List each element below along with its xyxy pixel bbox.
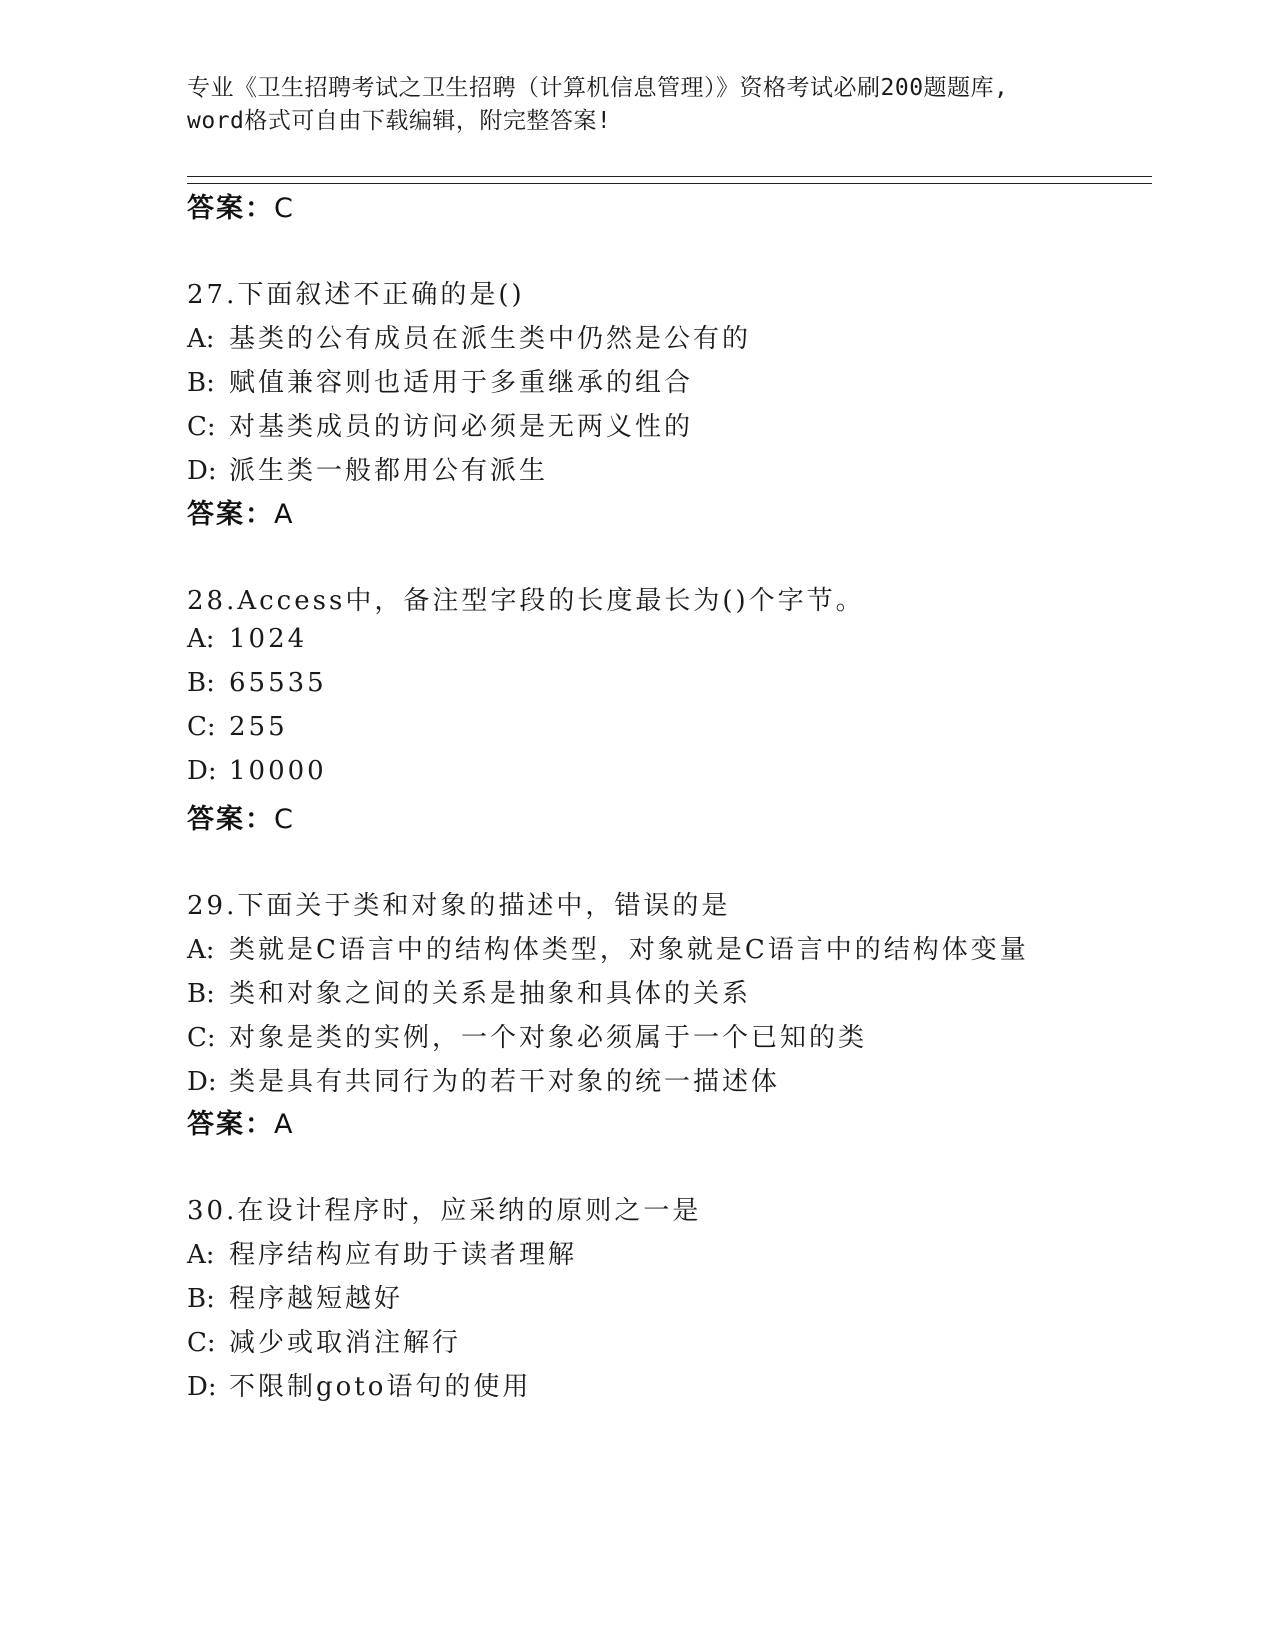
option-text: 赋值兼容则也适用于多重继承的组合 (229, 368, 694, 398)
option-text: 1024 (229, 624, 308, 654)
option-text: 不限制goto语句的使用 (229, 1372, 532, 1402)
option-letter: C: (187, 712, 216, 742)
answer-line (187, 797, 295, 836)
option-text: 类和对象之间的关系是抽象和具体的关系 (229, 979, 752, 1009)
option-line (187, 1061, 780, 1098)
option-line (187, 929, 1029, 966)
option-letter: C: (187, 412, 216, 442)
question-stem: 28.Access中，备注型字段的长度最长为()个字节。 (187, 586, 865, 616)
option-letter: A: (187, 1240, 215, 1270)
option-letter: B: (187, 368, 215, 398)
option-line (187, 668, 327, 698)
option-text: 类是具有共同行为的若干对象的统一描述体 (229, 1067, 781, 1097)
option-text: 基类的公有成员在派生类中仍然是公有的 (229, 324, 752, 354)
answer-line (187, 492, 294, 531)
answer-value: A (274, 1109, 295, 1140)
option-text: 类就是C语言中的结构体类型，对象就是C语言中的结构体变量 (229, 935, 1029, 965)
option-line (187, 1017, 867, 1054)
option-line (187, 1234, 577, 1271)
answer-label: 答案： (187, 1109, 274, 1140)
option-line (187, 1278, 403, 1315)
option-letter: D: (187, 1372, 217, 1402)
answer-label: 答案： (187, 804, 274, 835)
header-divider-top (187, 176, 1152, 177)
option-text: 程序结构应有助于读者理解 (229, 1240, 578, 1270)
option-letter: B: (187, 1284, 215, 1314)
option-letter: D: (187, 756, 217, 786)
option-line (187, 973, 751, 1010)
option-text: 派生类一般都用公有派生 (229, 456, 549, 486)
option-letter: B: (187, 979, 215, 1009)
option-line (187, 362, 693, 399)
option-letter: B: (187, 668, 215, 698)
answer-label: 答案： (187, 193, 274, 224)
option-text: 对基类成员的访问必须是无两义性的 (229, 412, 694, 442)
header-line-2: word格式可自由下载编辑，附完整答案! (187, 108, 612, 134)
document-header (187, 72, 1087, 138)
option-text: 对象是类的实例，一个对象必须属于一个已知的类 (229, 1023, 868, 1053)
header-divider-bottom (187, 183, 1152, 184)
question-stem: 30.在设计程序时，应采纳的原则之一是 (187, 1196, 702, 1226)
answer-value: C (274, 193, 295, 224)
option-line (187, 318, 751, 355)
option-text: 程序越短越好 (229, 1284, 404, 1314)
option-letter: C: (187, 1023, 216, 1053)
answer-value: C (274, 804, 295, 835)
option-letter: D: (187, 456, 217, 486)
option-text: 255 (229, 712, 288, 742)
option-letter: A: (187, 624, 215, 654)
option-line (187, 1322, 461, 1359)
option-text: 10000 (229, 756, 327, 786)
answer-label: 答案： (187, 499, 274, 530)
option-letter: C: (187, 1328, 216, 1358)
option-text: 65535 (229, 668, 327, 698)
answer-line (187, 186, 295, 225)
header-line-1: 专业《卫生招聘考试之卫生招聘（计算机信息管理）》资格考试必刷200题题库, (187, 75, 1009, 101)
answer-line (187, 1102, 294, 1141)
option-letter: A: (187, 324, 215, 354)
option-letter: D: (187, 1067, 217, 1097)
question-stem: 27.下面叙述不正确的是() (187, 280, 525, 310)
option-line (187, 712, 288, 742)
option-text: 减少或取消注解行 (229, 1328, 462, 1358)
option-line (187, 624, 307, 654)
option-letter: A: (187, 935, 215, 965)
option-line (187, 756, 327, 786)
answer-value: A (274, 499, 295, 530)
option-line (187, 406, 693, 443)
question-stem: 29.下面关于类和对象的描述中，错误的是 (187, 891, 731, 921)
option-line (187, 1366, 531, 1403)
option-line (187, 450, 548, 487)
